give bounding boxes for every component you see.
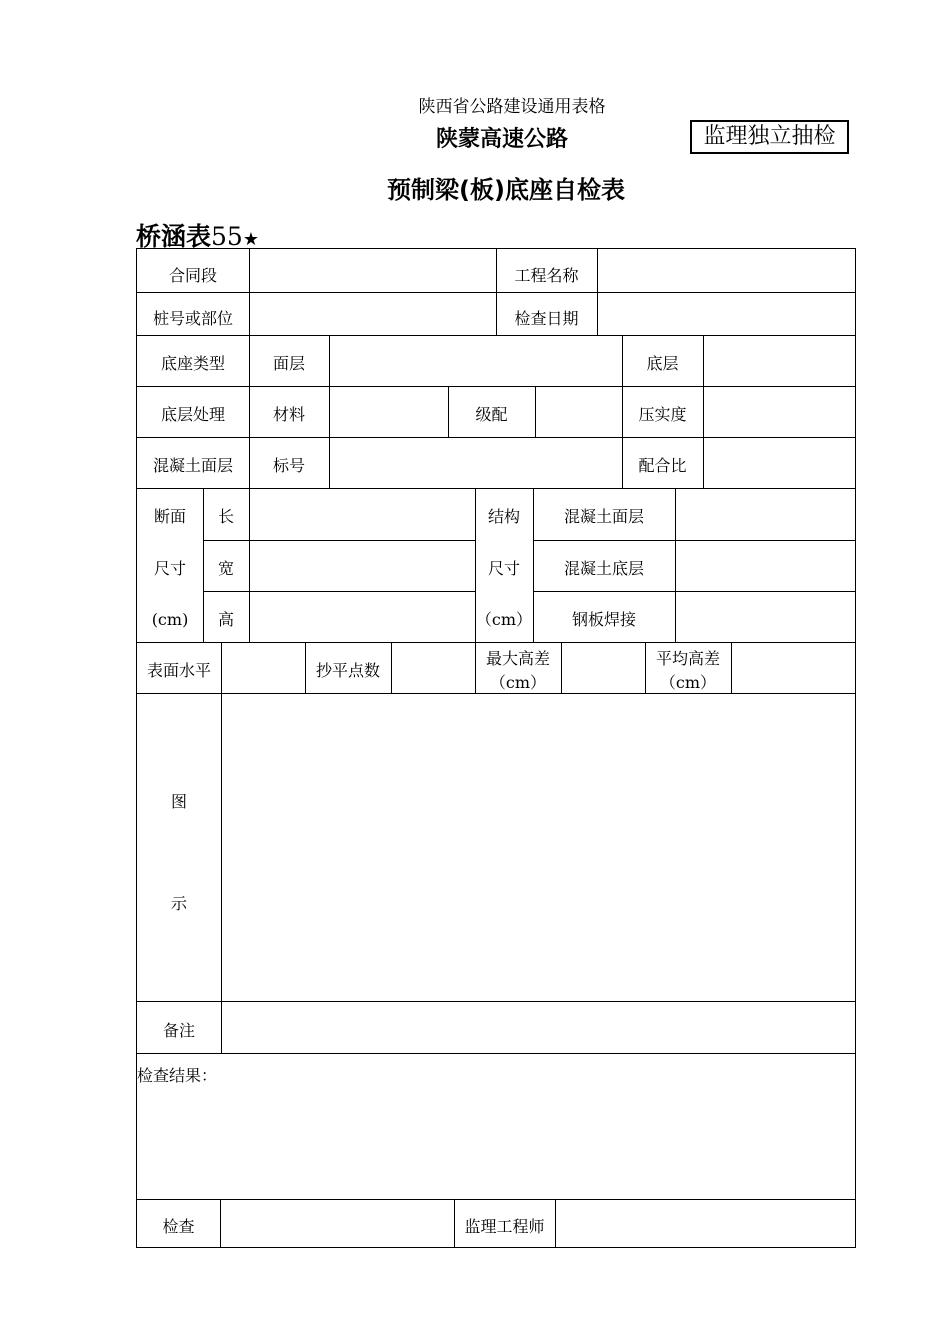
structure-label-3: （cm）	[475, 610, 533, 629]
steel-welding-label: 钢板焊接	[571, 610, 636, 629]
struct-concrete-bottom-label: 混凝土底层	[563, 559, 644, 578]
material-label: 材料	[272, 405, 305, 424]
base-type-label: 底座类型	[160, 354, 225, 373]
form-code-prefix: 桥涵表	[136, 222, 212, 251]
check-date-label: 检查日期	[514, 308, 579, 328]
project-name-heading: 陕蒙高速公路	[436, 127, 569, 152]
struct-concrete-surface-label: 混凝土面层	[563, 507, 644, 526]
mix-ratio-label: 配合比	[638, 456, 687, 475]
structure-label-1: 结构	[487, 507, 520, 526]
section-label-1: 断面	[153, 507, 186, 526]
height-label: 高	[217, 610, 234, 629]
col-divider	[597, 249, 598, 335]
max-diff-label-2: （cm）	[489, 673, 547, 692]
row-divider	[137, 1001, 855, 1002]
avg-diff-label-2: （cm）	[659, 673, 717, 692]
length-label: 长	[217, 507, 234, 526]
col-divider	[221, 642, 222, 1001]
surface-layer-label: 面层	[272, 354, 305, 373]
col-divider	[249, 249, 250, 335]
check-result-label: 检查结果：	[137, 1066, 218, 1085]
diagram-label-1: 图	[170, 792, 187, 811]
row-divider	[137, 1053, 855, 1054]
col-divider	[220, 1199, 221, 1247]
gradation-label: 级配	[475, 405, 508, 424]
station-label: 桩号或部位	[152, 308, 233, 328]
col-divider	[535, 386, 536, 437]
max-diff-label-1: 最大高差	[485, 649, 550, 668]
form-code-number: 55	[211, 222, 243, 251]
width-label: 宽	[217, 559, 234, 578]
avg-diff-label-1: 平均高差	[655, 649, 720, 668]
grade-label: 标号	[272, 456, 305, 475]
contract-section-label: 合同段	[168, 265, 217, 285]
diagram-label-2: 示	[170, 894, 187, 913]
col-divider	[555, 1199, 556, 1247]
col-divider	[731, 642, 732, 693]
section-label-2: 尺寸	[153, 559, 186, 578]
section-label-3: (cm)	[151, 610, 189, 629]
star-icon: ★	[242, 229, 259, 250]
inspection-table	[136, 248, 856, 1248]
bottom-treatment-label: 底层处理	[160, 405, 225, 424]
bottom-layer-label: 底层	[646, 354, 679, 373]
col-divider	[561, 642, 562, 693]
col-divider	[221, 1001, 222, 1053]
col-divider	[675, 488, 676, 642]
inspector-label: 检查	[162, 1217, 195, 1236]
supervisor-label: 监理工程师	[464, 1217, 545, 1236]
col-divider	[703, 335, 704, 488]
structure-label-2: 尺寸	[487, 559, 520, 578]
compaction-label: 压实度	[638, 405, 687, 424]
remarks-label: 备注	[162, 1021, 195, 1040]
col-divider	[391, 642, 392, 693]
col-divider	[249, 488, 250, 642]
concrete-surface-label: 混凝土面层	[152, 456, 233, 475]
form-subtitle: 陕西省公路建设通用表格	[418, 97, 606, 117]
surface-level-label: 表面水平	[146, 660, 211, 680]
project-name-label: 工程名称	[514, 265, 579, 285]
col-divider	[329, 335, 330, 488]
page-title: 预制梁(板)底座自检表	[387, 176, 625, 204]
leveling-points-label: 抄平点数	[315, 660, 380, 680]
supervision-stamp: 监理独立抽检	[690, 120, 849, 154]
